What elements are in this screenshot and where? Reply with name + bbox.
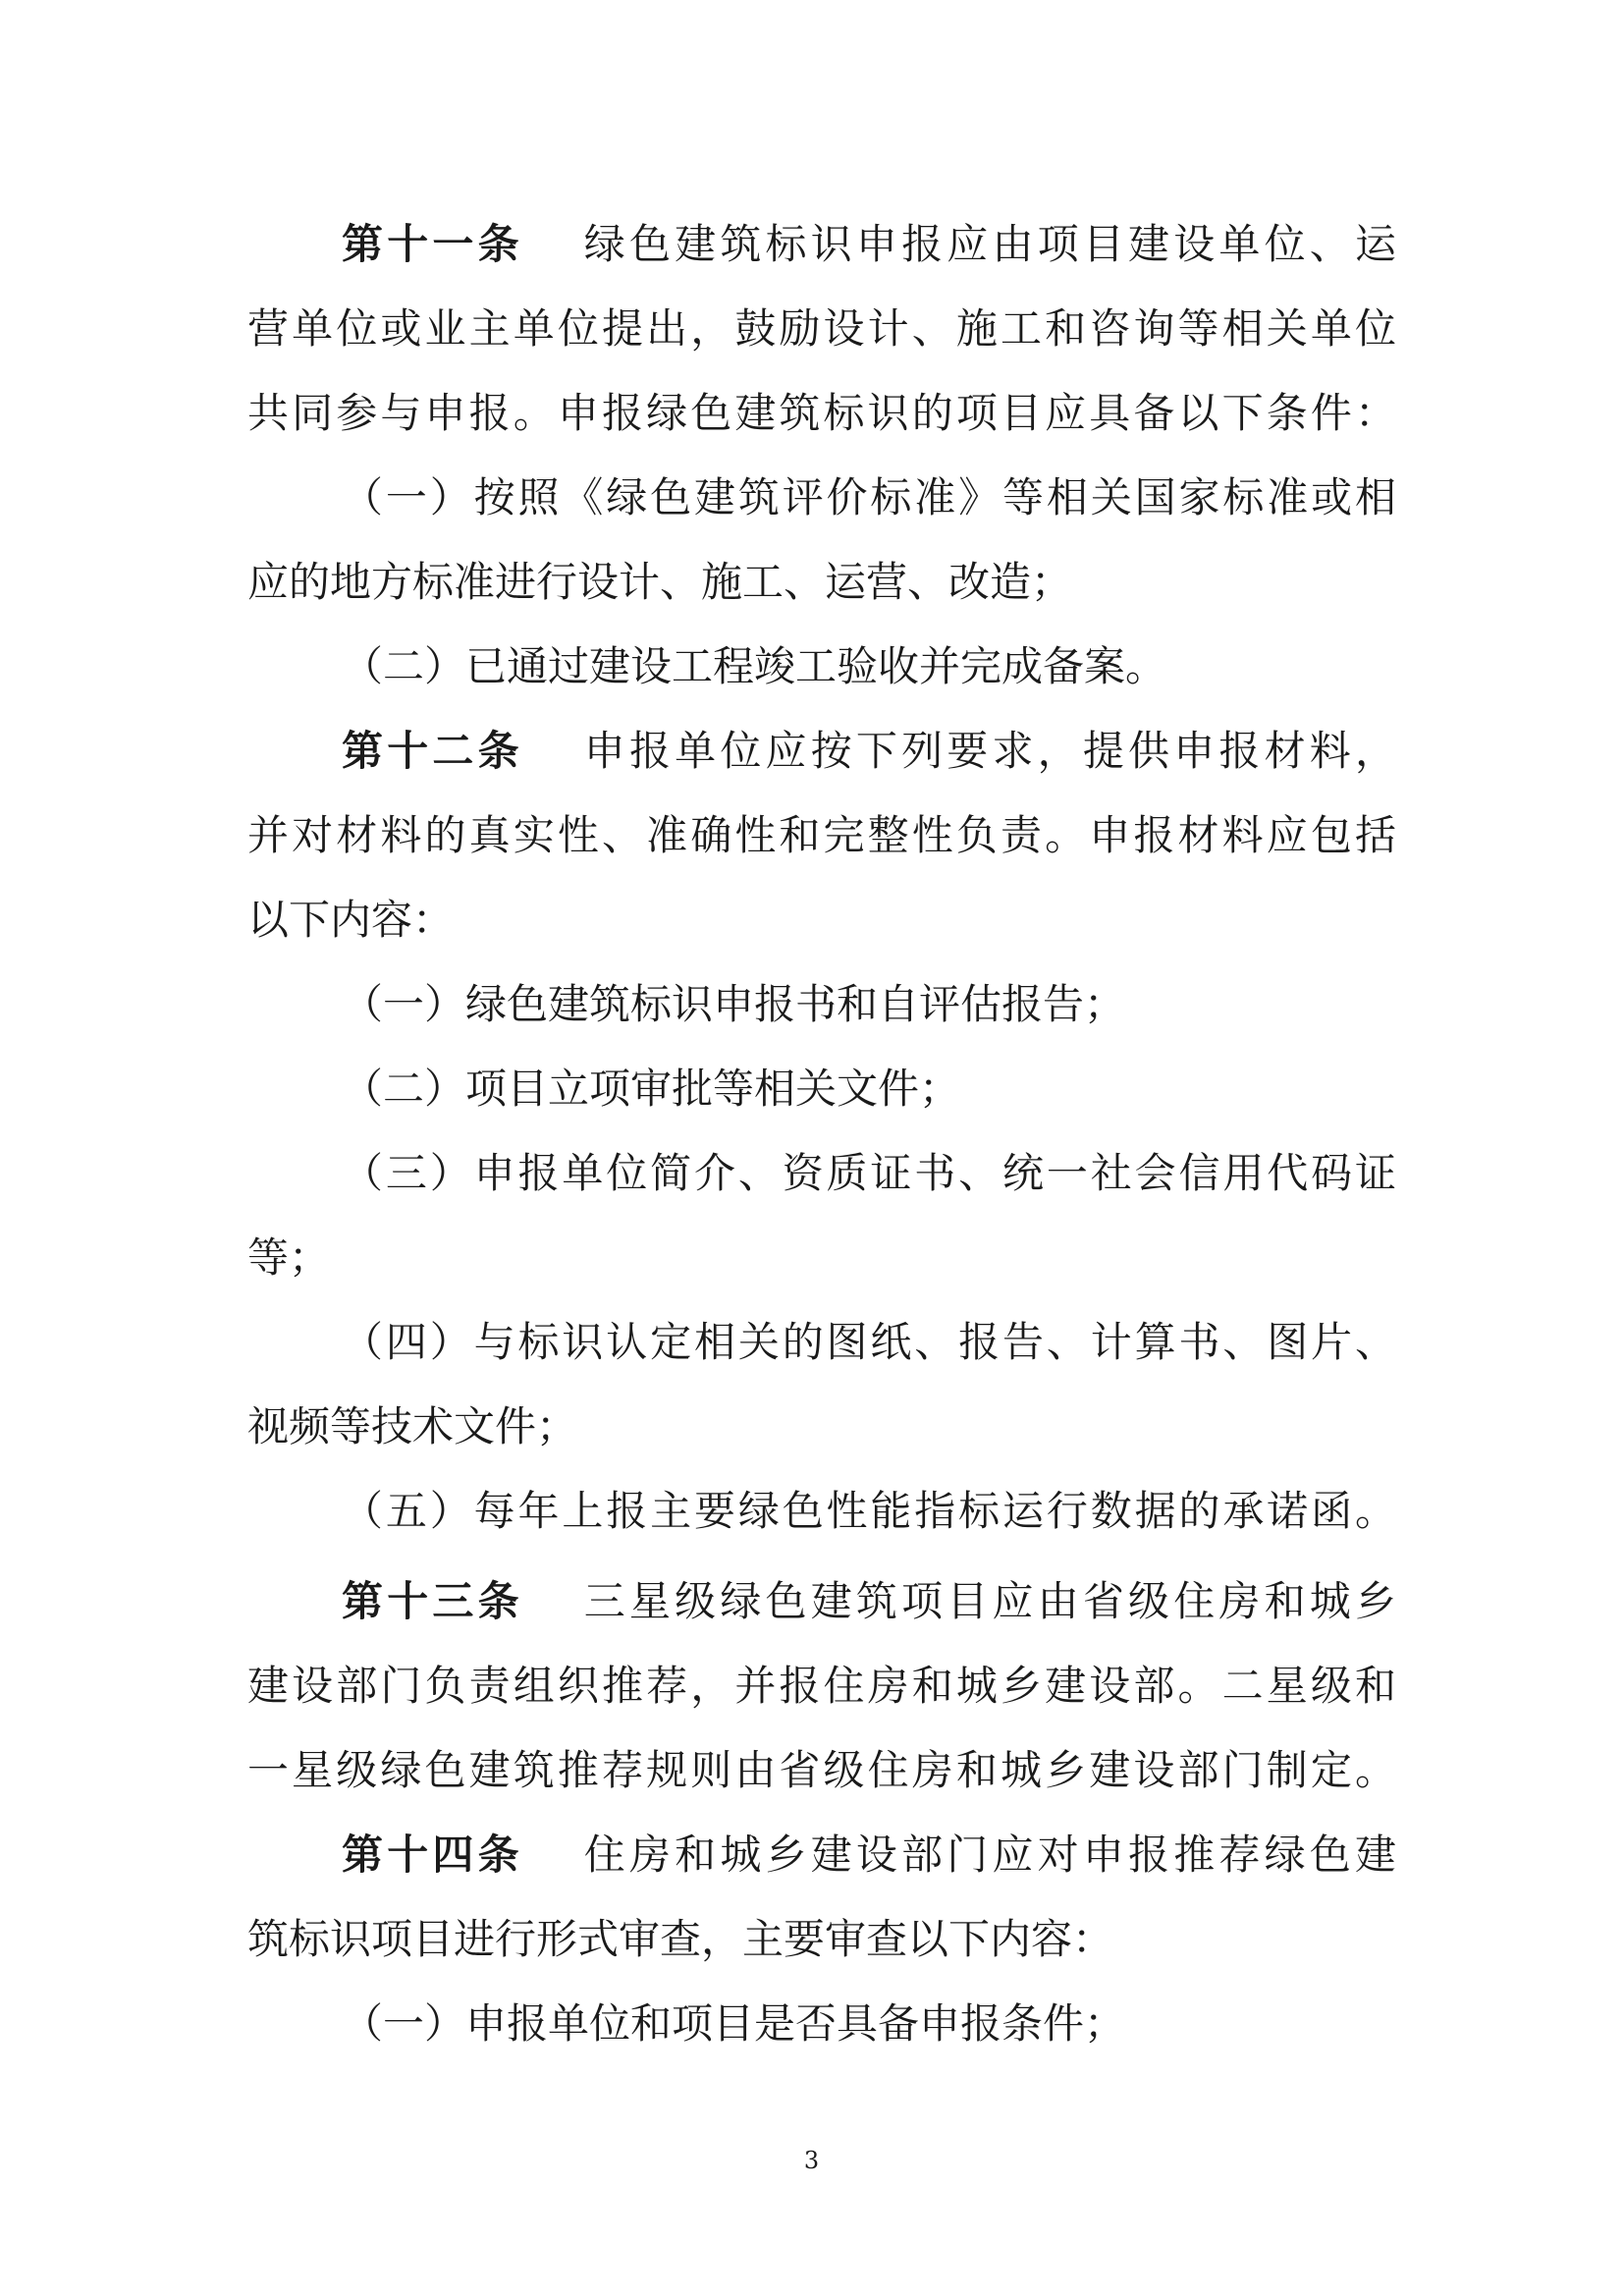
article-14-line-2: 筑标识项目进行形式审查，主要审查以下内容： <box>247 1915 1114 1963</box>
article-14-item-1: （一）申报单位和项目是否具备申报条件； <box>342 1999 1126 2048</box>
article-12-line-3: 以下内容： <box>247 896 455 944</box>
article-11-line-2: 营单位或业主单位提出，鼓励设计、施工和咨询等相关单位 <box>247 304 1396 353</box>
article-11-heading: 第十一条 <box>342 220 523 268</box>
article-11-line-3: 共同参与申报。申报绿色建筑标识的项目应具备以下条件： <box>247 389 1396 437</box>
article-12-item-4-line-2: 视频等技术文件； <box>247 1402 578 1450</box>
page-number: 3 <box>803 2147 820 2174</box>
article-13-heading: 第十三条 <box>342 1577 523 1625</box>
article-13-line-3: 一星级绿色建筑推荐规则由省级住房和城乡建设部门制定。 <box>247 1746 1396 1794</box>
article-12-line-1: 第十二条 申报单位应按下列要求，提供申报材料， <box>342 727 1396 775</box>
article-12-item-4-line-1: （四）与标识认定相关的图纸、报告、计算书、图片、 <box>342 1318 1396 1366</box>
article-12-item-1: （一）绿色建筑标识申报书和自评估报告； <box>342 980 1126 1028</box>
article-14-line-1: 第十四条 住房和城乡建设部门应对申报推荐绿色建 <box>342 1831 1396 1879</box>
article-12-heading: 第十二条 <box>342 727 523 775</box>
article-12-line-2: 并对材料的真实性、准确性和完整性负责。申报材料应包括 <box>247 811 1396 859</box>
article-11-item-2: （二）已通过建设工程竣工验收并完成备案。 <box>342 642 1167 690</box>
article-12-item-3-line-2: 等； <box>247 1233 331 1282</box>
article-13-line-2: 建设部门负责组织推荐，并报住房和城乡建设部。二星级和 <box>247 1662 1396 1710</box>
article-12-item-5: （五）每年上报主要绿色性能指标运行数据的承诺函。 <box>342 1487 1396 1535</box>
article-12-item-2: （二）项目立项审批等相关文件； <box>342 1065 961 1113</box>
article-14-heading: 第十四条 <box>342 1831 523 1879</box>
article-11-line-1: 第十一条 绿色建筑标识申报应由项目建设单位、运 <box>342 220 1396 268</box>
article-11-item-1-line-2: 应的地方标准进行设计、施工、运营、改造； <box>247 558 1073 606</box>
article-11-item-1-line-1: （一）按照《绿色建筑评价标准》等相关国家标准或相 <box>342 473 1396 521</box>
article-13-line-1: 第十三条 三星级绿色建筑项目应由省级住房和城乡 <box>342 1577 1396 1625</box>
article-12-item-3-line-1: （三）申报单位简介、资质证书、统一社会信用代码证 <box>342 1149 1396 1197</box>
